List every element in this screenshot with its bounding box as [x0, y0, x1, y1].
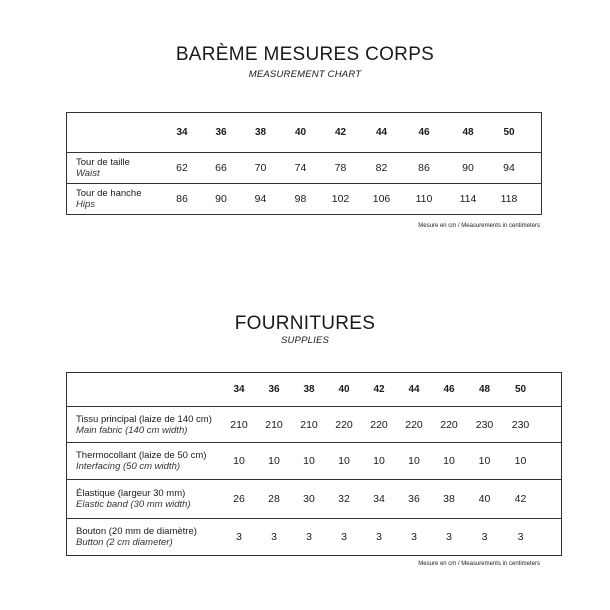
value-cell: 220	[362, 407, 397, 443]
size-header: 50	[491, 113, 528, 153]
size-header: 38	[241, 113, 281, 153]
value-cell: 210	[222, 407, 257, 443]
size-header: 34	[163, 113, 202, 153]
supplies-table	[66, 372, 562, 556]
value-cell: 220	[397, 407, 432, 443]
value-cell: 70	[241, 153, 281, 184]
value-cell: 74	[281, 153, 321, 184]
supplies-title: FOURNITURES	[234, 313, 376, 334]
table-row-waist	[67, 153, 542, 184]
row-label-fr: Tour de taille	[76, 157, 130, 168]
row-label-fr: Tissu principal (laize de 140 cm)	[76, 413, 212, 425]
value-cell: 30	[292, 480, 327, 519]
row-label	[67, 407, 222, 443]
table-row-interfacing	[67, 443, 562, 480]
size-header: 36	[202, 113, 241, 153]
size-header: 46	[403, 113, 446, 153]
value-cell: 42	[503, 480, 539, 519]
value-cell: 220	[327, 407, 362, 443]
value-cell: 26	[222, 480, 257, 519]
value-cell: 10	[362, 443, 397, 480]
value-cell: 10	[222, 443, 257, 480]
size-header-row	[67, 373, 562, 407]
value-cell: 10	[327, 443, 362, 480]
header-pad-cell	[539, 373, 562, 407]
value-cell: 10	[292, 443, 327, 480]
row-label	[67, 184, 163, 215]
value-cell: 230	[503, 407, 539, 443]
body-chart-title: BARÈME MESURES CORPS	[175, 44, 435, 65]
value-cell: 90	[202, 184, 241, 215]
table-row-hips	[67, 184, 542, 215]
row-pad-cell	[539, 407, 562, 443]
value-cell: 94	[491, 153, 528, 184]
supplies-subtitle: SUPPLIES	[280, 335, 330, 346]
value-cell: 82	[361, 153, 403, 184]
row-label	[67, 153, 163, 184]
size-header: 36	[257, 373, 292, 407]
value-cell: 3	[292, 519, 327, 556]
value-cell: 38	[432, 480, 467, 519]
value-cell: 114	[446, 184, 491, 215]
value-cell: 98	[281, 184, 321, 215]
value-cell: 10	[397, 443, 432, 480]
value-cell: 230	[467, 407, 503, 443]
size-header: 40	[281, 113, 321, 153]
value-cell: 62	[163, 153, 202, 184]
value-cell: 10	[257, 443, 292, 480]
value-cell: 220	[432, 407, 467, 443]
size-header: 48	[467, 373, 503, 407]
value-cell: 78	[321, 153, 361, 184]
size-header: 46	[432, 373, 467, 407]
measurement-note: Mesure en cm / Measurements in centimeters	[418, 223, 540, 229]
value-cell: 3	[222, 519, 257, 556]
row-label-fr: Élastique (largeur 30 mm)	[76, 488, 186, 499]
size-header: 40	[327, 373, 362, 407]
value-cell: 3	[432, 519, 467, 556]
value-cell: 210	[257, 407, 292, 443]
value-cell: 3	[467, 519, 503, 556]
row-label-fr: Tour de hanche	[76, 188, 142, 199]
size-header: 38	[292, 373, 327, 407]
value-cell: 118	[491, 184, 528, 215]
size-header: 34	[222, 373, 257, 407]
row-pad-cell	[539, 443, 562, 480]
row-label-fr: Thermocollant (laize de 50 cm)	[76, 450, 207, 461]
header-empty-cell	[67, 113, 163, 153]
value-cell: 210	[292, 407, 327, 443]
value-cell: 3	[362, 519, 397, 556]
table-row-main-fabric	[67, 407, 562, 443]
row-label	[67, 480, 222, 519]
measurement-table	[66, 112, 542, 215]
value-cell: 86	[163, 184, 202, 215]
row-pad-cell	[539, 519, 562, 556]
value-cell: 86	[403, 153, 446, 184]
row-label	[67, 519, 222, 556]
body-chart-subtitle: MEASUREMENT CHART	[248, 69, 362, 80]
value-cell: 3	[503, 519, 539, 556]
value-cell: 106	[361, 184, 403, 215]
row-label-en: Button (2 cm diameter)	[76, 537, 173, 548]
row-pad-cell	[528, 153, 542, 184]
value-cell: 3	[397, 519, 432, 556]
size-header-row	[67, 113, 542, 153]
value-cell: 10	[432, 443, 467, 480]
value-cell: 10	[467, 443, 503, 480]
value-cell: 28	[257, 480, 292, 519]
value-cell: 36	[397, 480, 432, 519]
value-cell: 32	[327, 480, 362, 519]
size-header: 50	[503, 373, 539, 407]
row-label-fr: Bouton (20 mm de diamètre)	[76, 526, 197, 537]
row-label-en: Elastic band (30 mm width)	[76, 499, 191, 510]
row-label-en: Main fabric (140 cm width)	[76, 424, 188, 436]
value-cell: 3	[257, 519, 292, 556]
header-pad-cell	[528, 113, 542, 153]
size-header: 42	[321, 113, 361, 153]
value-cell: 66	[202, 153, 241, 184]
row-pad-cell	[528, 184, 542, 215]
size-header: 48	[446, 113, 491, 153]
table-row-elastic	[67, 480, 562, 519]
value-cell: 90	[446, 153, 491, 184]
table-row-button	[67, 519, 562, 556]
size-header: 42	[362, 373, 397, 407]
value-cell: 3	[327, 519, 362, 556]
row-pad-cell	[539, 480, 562, 519]
header-empty-cell	[67, 373, 222, 407]
size-header: 44	[361, 113, 403, 153]
row-label	[67, 443, 222, 480]
value-cell: 40	[467, 480, 503, 519]
row-label-en: Interfacing (50 cm width)	[76, 461, 181, 472]
row-label-en: Waist	[76, 168, 100, 179]
row-label-en: Hips	[76, 199, 96, 210]
value-cell: 110	[403, 184, 446, 215]
size-header: 44	[397, 373, 432, 407]
value-cell: 34	[362, 480, 397, 519]
supplies-note: Mesure en cm / Measurements in centimeters	[418, 561, 540, 567]
value-cell: 94	[241, 184, 281, 215]
value-cell: 10	[503, 443, 539, 480]
value-cell: 102	[321, 184, 361, 215]
